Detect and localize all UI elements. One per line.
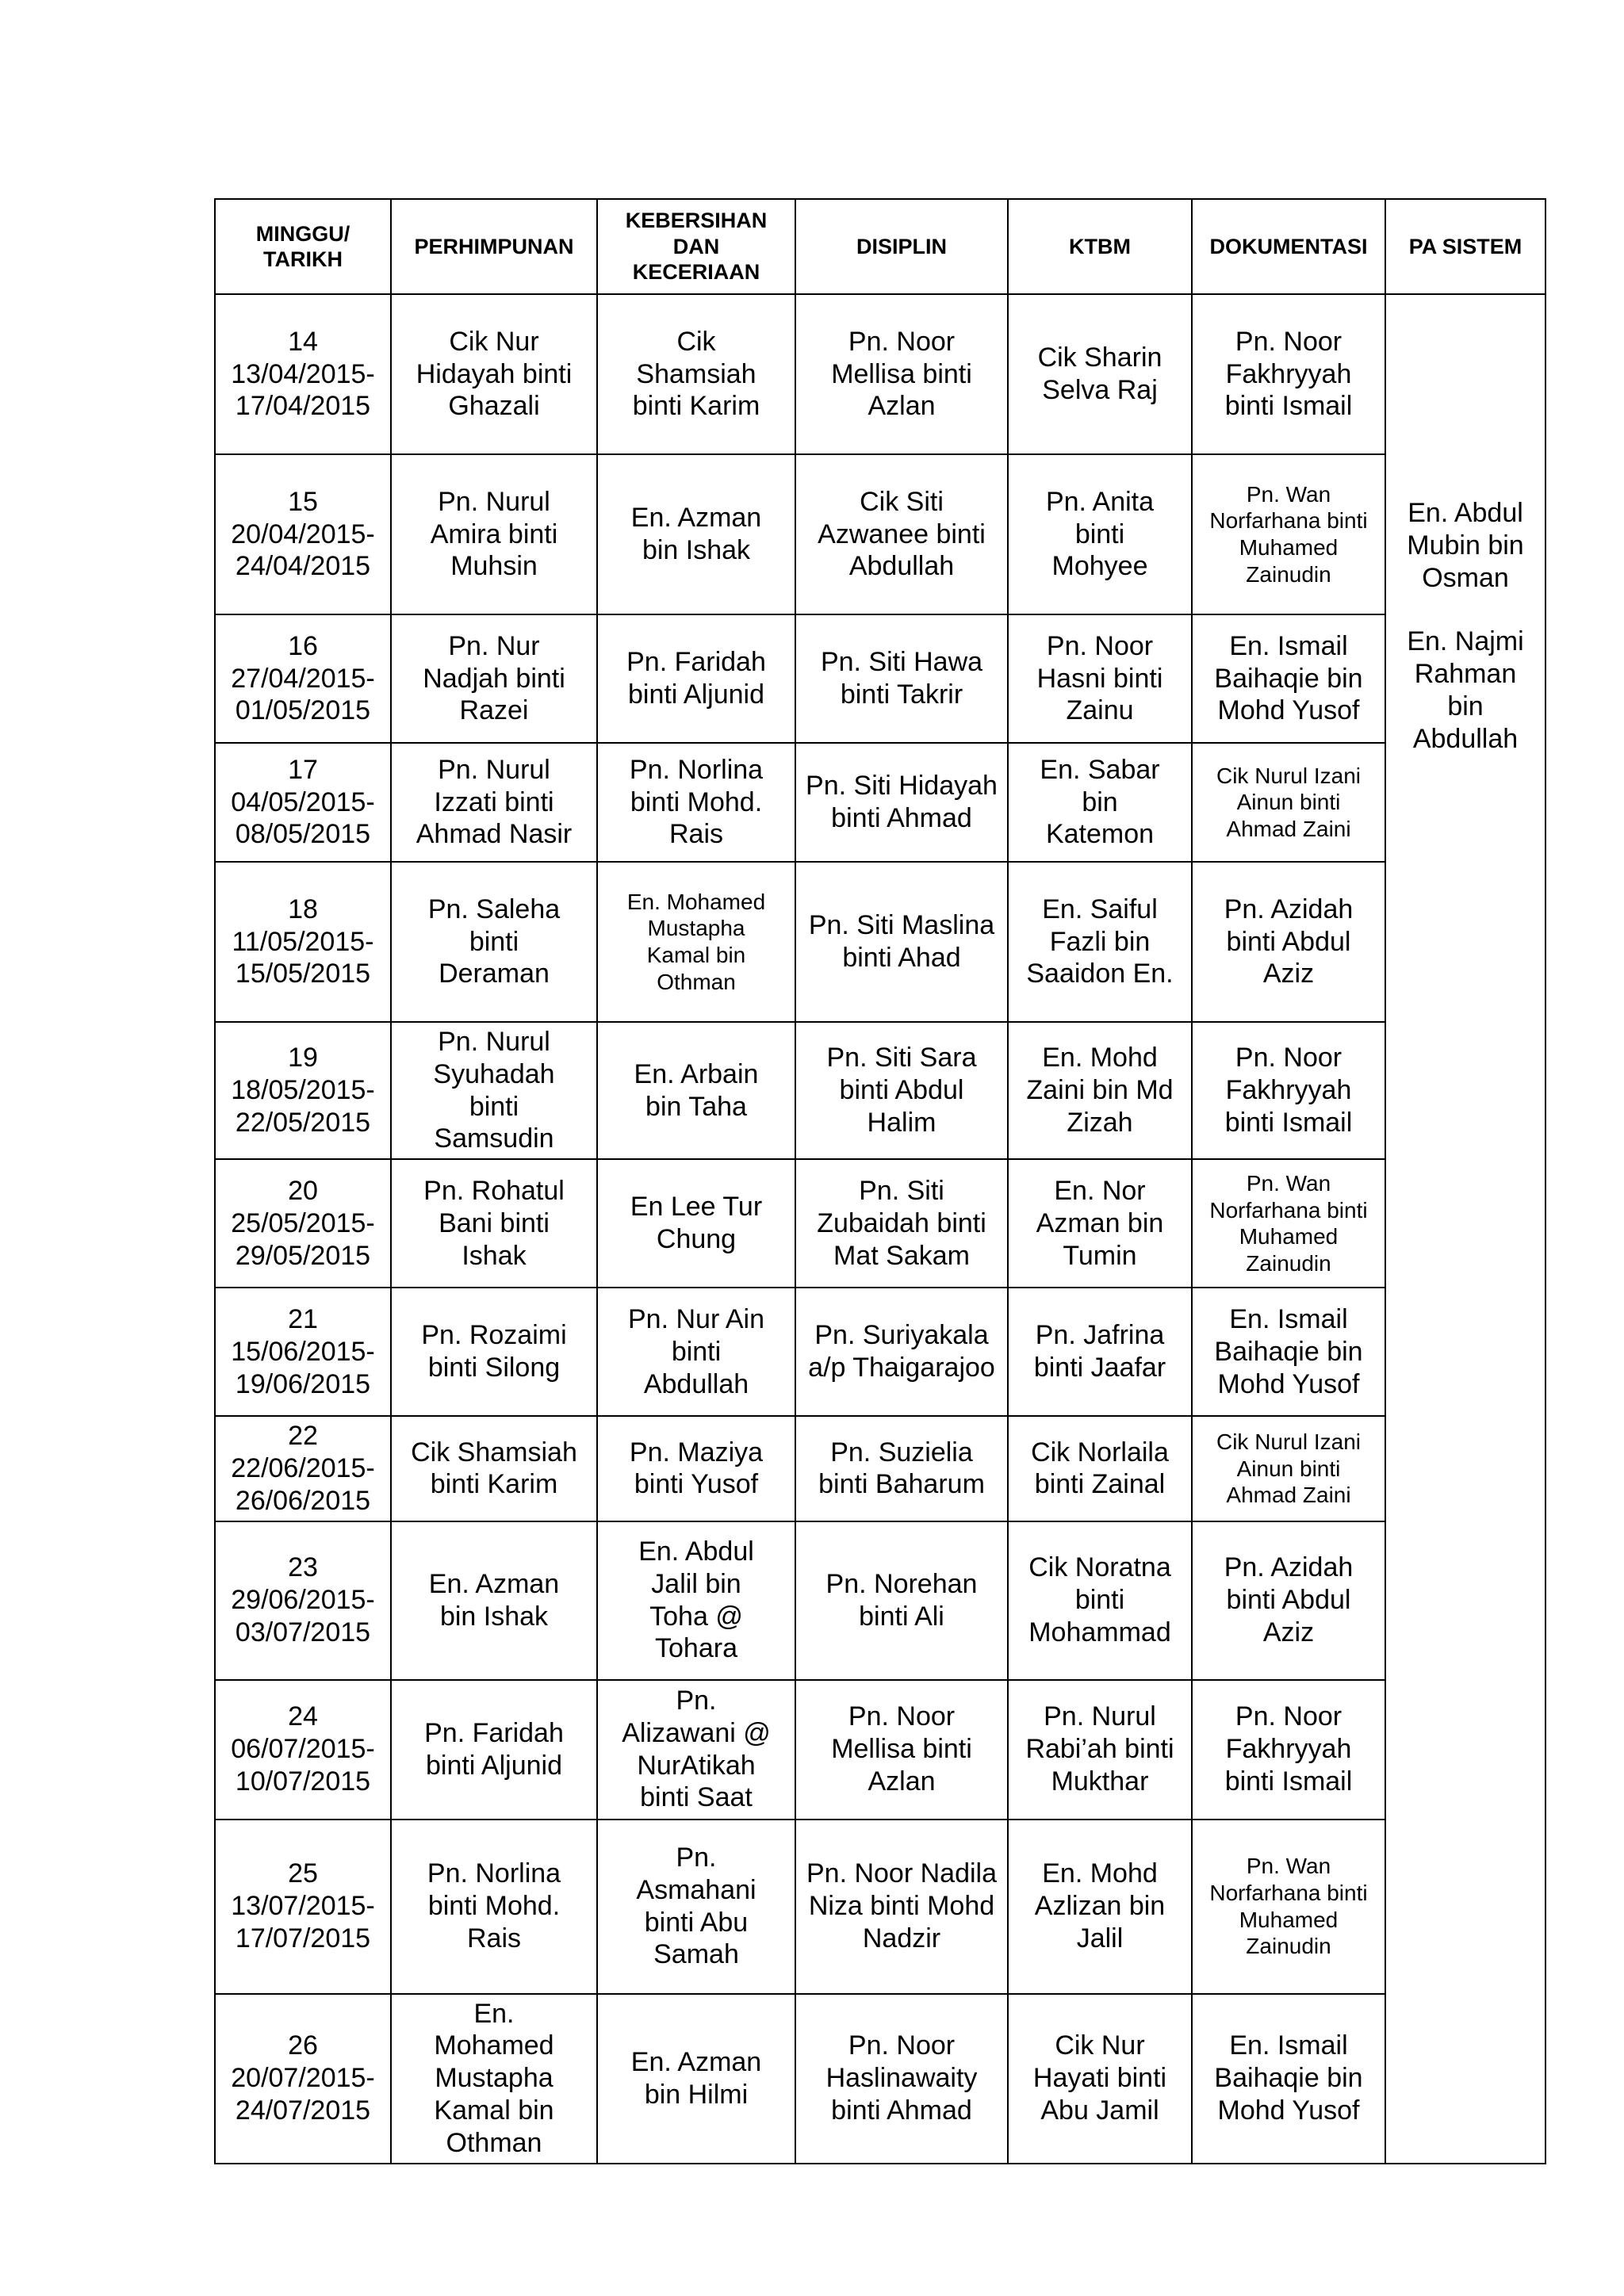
perhimpunan-cell: Pn. Faridah binti Aljunid	[391, 1680, 597, 1820]
end-date: 22/05/2015	[235, 1107, 371, 1138]
week-number: 18	[288, 894, 318, 924]
week-date-cell	[215, 454, 391, 614]
start-date: 22/06/2015-	[231, 1452, 375, 1483]
dokumentasi-cell: Pn. Wan Norfarhana binti Muhamed Zainudin	[1192, 1159, 1385, 1288]
ktbm-cell: Cik Norlaila binti Zainal	[1008, 1416, 1192, 1521]
week-number: 17	[288, 754, 318, 785]
dokumentasi-cell: Pn. Noor Fakhryyah binti Ismail	[1192, 1680, 1385, 1820]
week-date-cell	[215, 1022, 391, 1159]
ktbm-cell: Pn. Nurul Rabi’ah binti Mukthar	[1008, 1680, 1192, 1820]
week-number: 23	[288, 1552, 318, 1583]
table-row	[215, 294, 1545, 454]
end-date: 26/06/2015	[235, 1485, 371, 1516]
disiplin-cell: Pn. Siti Hawa binti Takrir	[795, 614, 1008, 743]
dokumentasi-cell: Cik Nurul Izani Ainun binti Ahmad Zaini	[1192, 743, 1385, 862]
ktbm-cell: Pn. Anita binti Mohyee	[1008, 454, 1192, 614]
week-number: 19	[288, 1043, 318, 1073]
ktbm-cell: Cik Sharin Selva Raj	[1008, 294, 1192, 454]
table-row	[215, 743, 1545, 862]
end-date: 17/07/2015	[235, 1923, 371, 1954]
perhimpunan-cell: Cik Shamsiah binti Karim	[391, 1416, 597, 1521]
pa-sistem-name: En. Abdul Mubin bin Osman	[1407, 498, 1524, 593]
perhimpunan-cell: Cik Nur Hidayah binti Ghazali	[391, 294, 597, 454]
kebersihan-cell: Pn. Norlina binti Mohd. Rais	[597, 743, 795, 862]
kebersihan-cell: Pn. Maziya binti Yusof	[597, 1416, 795, 1521]
end-date: 08/05/2015	[235, 819, 371, 850]
end-date: 10/07/2015	[235, 1766, 371, 1797]
start-date: 18/05/2015-	[231, 1075, 375, 1106]
week-number: 25	[288, 1858, 318, 1889]
start-date: 25/05/2015-	[231, 1207, 375, 1238]
header-pa-sistem: PA SISTEM	[1385, 199, 1545, 294]
end-date: 03/07/2015	[235, 1617, 371, 1647]
dokumentasi-cell: Pn. Azidah binti Abdul Aziz	[1192, 1521, 1385, 1680]
week-date-cell	[215, 1820, 391, 1994]
table-row	[215, 1820, 1545, 1994]
table-row	[215, 1288, 1545, 1416]
header-kebersihan: KEBERSIHAN DAN KECERIAAN	[597, 199, 795, 294]
kebersihan-cell: Pn. Asmahani binti Abu Samah	[597, 1820, 795, 1994]
perhimpunan-cell: Pn. Nur Nadjah binti Razei	[391, 614, 597, 743]
week-date-cell	[215, 1159, 391, 1288]
header-ktbm: KTBM	[1008, 199, 1192, 294]
kebersihan-cell: En. Azman bin Hilmi	[597, 1994, 795, 2164]
week-date-cell	[215, 862, 391, 1022]
week-date-cell	[215, 1288, 391, 1416]
header-minggu-tarikh: MINGGU/ TARIKH	[215, 199, 391, 294]
start-date: 11/05/2015-	[232, 926, 374, 957]
disiplin-cell: Pn. Norehan binti Ali	[795, 1521, 1008, 1680]
perhimpunan-cell: Pn. Nurul Syuhadah binti Samsudin	[391, 1022, 597, 1159]
end-date: 24/04/2015	[235, 551, 371, 582]
start-date: 20/07/2015-	[231, 2063, 375, 2094]
start-date: 20/04/2015-	[231, 519, 375, 549]
start-date: 06/07/2015-	[231, 1734, 375, 1765]
perhimpunan-cell: Pn. Nurul Izzati binti Ahmad Nasir	[391, 743, 597, 862]
disiplin-cell: Pn. Suriyakala a/p Thaigarajoo	[795, 1288, 1008, 1416]
kebersihan-cell: En. Abdul Jalil bin Toha @ Tohara	[597, 1521, 795, 1680]
disiplin-cell: Pn. Siti Zubaidah binti Mat Sakam	[795, 1159, 1008, 1288]
header-disiplin: DISIPLIN	[795, 199, 1008, 294]
disiplin-cell: Pn. Noor Mellisa binti Azlan	[795, 1680, 1008, 1820]
table-row	[215, 614, 1545, 743]
header-dokumentasi: DOKUMENTASI	[1192, 199, 1385, 294]
start-date: 29/06/2015-	[231, 1585, 375, 1616]
start-date: 13/07/2015-	[231, 1891, 375, 1922]
ktbm-cell: En. Mohd Zaini bin Md Zizah	[1008, 1022, 1192, 1159]
end-date: 19/06/2015	[235, 1368, 371, 1399]
start-date: 04/05/2015-	[231, 786, 375, 817]
disiplin-cell: Pn. Suzielia binti Baharum	[795, 1416, 1008, 1521]
disiplin-cell: Pn. Noor Mellisa binti Azlan	[795, 294, 1008, 454]
table-row	[215, 862, 1545, 1022]
table-row	[215, 1994, 1545, 2164]
end-date: 01/05/2015	[235, 695, 371, 726]
ktbm-cell: Cik Noratna binti Mohammad	[1008, 1521, 1192, 1680]
kebersihan-cell: En. Mohamed Mustapha Kamal bin Othman	[597, 862, 795, 1022]
dokumentasi-cell: Pn. Noor Fakhryyah binti Ismail	[1192, 294, 1385, 454]
kebersihan-cell: En. Azman bin Ishak	[597, 454, 795, 614]
disiplin-cell: Pn. Noor Nadila Niza binti Mohd Nadzir	[795, 1820, 1008, 1994]
end-date: 17/04/2015	[235, 391, 371, 422]
dokumentasi-cell: En. Ismail Baihaqie bin Mohd Yusof	[1192, 614, 1385, 743]
start-date: 27/04/2015-	[231, 663, 375, 694]
week-date-cell	[215, 743, 391, 862]
kebersihan-cell: En. Arbain bin Taha	[597, 1022, 795, 1159]
start-date: 15/06/2015-	[231, 1336, 375, 1367]
week-number: 20	[288, 1175, 318, 1206]
week-date-cell	[215, 1680, 391, 1820]
dokumentasi-cell: Pn. Wan Norfarhana binti Muhamed Zainudin	[1192, 454, 1385, 614]
dokumentasi-cell: En. Ismail Baihaqie bin Mohd Yusof	[1192, 1288, 1385, 1416]
week-number: 21	[288, 1303, 318, 1334]
week-number: 14	[288, 326, 318, 357]
ktbm-cell: En. Nor Azman bin Tumin	[1008, 1159, 1192, 1288]
perhimpunan-cell: Pn. Nurul Amira binti Muhsin	[391, 454, 597, 614]
week-number: 24	[288, 1701, 318, 1732]
kebersihan-cell: Pn. Nur Ain binti Abdullah	[597, 1288, 795, 1416]
week-number: 22	[288, 1421, 318, 1452]
ktbm-cell: Pn. Jafrina binti Jaafar	[1008, 1288, 1192, 1416]
table-row	[215, 1680, 1545, 1820]
table-row	[215, 1159, 1545, 1288]
end-date: 15/05/2015	[235, 959, 371, 989]
header-row	[215, 199, 1545, 294]
kebersihan-cell: Pn. Faridah binti Aljunid	[597, 614, 795, 743]
table-row	[215, 1416, 1545, 1521]
dokumentasi-cell: Pn. Azidah binti Abdul Aziz	[1192, 862, 1385, 1022]
dokumentasi-cell: Cik Nurul Izani Ainun binti Ahmad Zaini	[1192, 1416, 1385, 1521]
kebersihan-cell: Cik Shamsiah binti Karim	[597, 294, 795, 454]
disiplin-cell: Pn. Siti Hidayah binti Ahmad	[795, 743, 1008, 862]
week-date-cell	[215, 1521, 391, 1680]
table-row	[215, 1521, 1545, 1680]
week-number: 15	[288, 486, 318, 517]
perhimpunan-cell: Pn. Rozaimi binti Silong	[391, 1288, 597, 1416]
pa-sistem-cell	[1385, 294, 1545, 2164]
start-date: 13/04/2015-	[231, 358, 375, 389]
ktbm-cell: En. Saiful Fazli bin Saaidon En.	[1008, 862, 1192, 1022]
ktbm-cell: Pn. Noor Hasni binti Zainu	[1008, 614, 1192, 743]
week-date-cell	[215, 1416, 391, 1521]
perhimpunan-cell: Pn. Norlina binti Mohd. Rais	[391, 1820, 597, 1994]
pa-sistem-name: En. Najmi Rahman bin Abdullah	[1407, 626, 1524, 754]
table-row	[215, 1022, 1545, 1159]
week-number: 26	[288, 2030, 318, 2061]
duty-roster-table	[214, 198, 1546, 2164]
header-perhimpunan: PERHIMPUNAN	[391, 199, 597, 294]
perhimpunan-cell: En. Mohamed Mustapha Kamal bin Othman	[391, 1994, 597, 2164]
perhimpunan-cell: Pn. Saleha binti Deraman	[391, 862, 597, 1022]
disiplin-cell: Pn. Siti Sara binti Abdul Halim	[795, 1022, 1008, 1159]
dokumentasi-cell: En. Ismail Baihaqie bin Mohd Yusof	[1192, 1994, 1385, 2164]
disiplin-cell: Pn. Siti Maslina binti Ahad	[795, 862, 1008, 1022]
perhimpunan-cell: Pn. Rohatul Bani binti Ishak	[391, 1159, 597, 1288]
week-date-cell	[215, 614, 391, 743]
ktbm-cell: En. Sabar bin Katemon	[1008, 743, 1192, 862]
disiplin-cell: Cik Siti Azwanee binti Abdullah	[795, 454, 1008, 614]
disiplin-cell: Pn. Noor Haslinawaity binti Ahmad	[795, 1994, 1008, 2164]
end-date: 29/05/2015	[235, 1240, 371, 1271]
week-date-cell	[215, 294, 391, 454]
kebersihan-cell: Pn. Alizawani @ NurAtikah binti Saat	[597, 1680, 795, 1820]
table-row	[215, 454, 1545, 614]
kebersihan-cell: En Lee Tur Chung	[597, 1159, 795, 1288]
week-number: 16	[288, 630, 318, 661]
dokumentasi-cell: Pn. Wan Norfarhana binti Muhamed Zainudin	[1192, 1820, 1385, 1994]
ktbm-cell: En. Mohd Azlizan bin Jalil	[1008, 1820, 1192, 1994]
week-date-cell	[215, 1994, 391, 2164]
dokumentasi-cell: Pn. Noor Fakhryyah binti Ismail	[1192, 1022, 1385, 1159]
ktbm-cell: Cik Nur Hayati binti Abu Jamil	[1008, 1994, 1192, 2164]
end-date: 24/07/2015	[235, 2095, 371, 2126]
perhimpunan-cell: En. Azman bin Ishak	[391, 1521, 597, 1680]
